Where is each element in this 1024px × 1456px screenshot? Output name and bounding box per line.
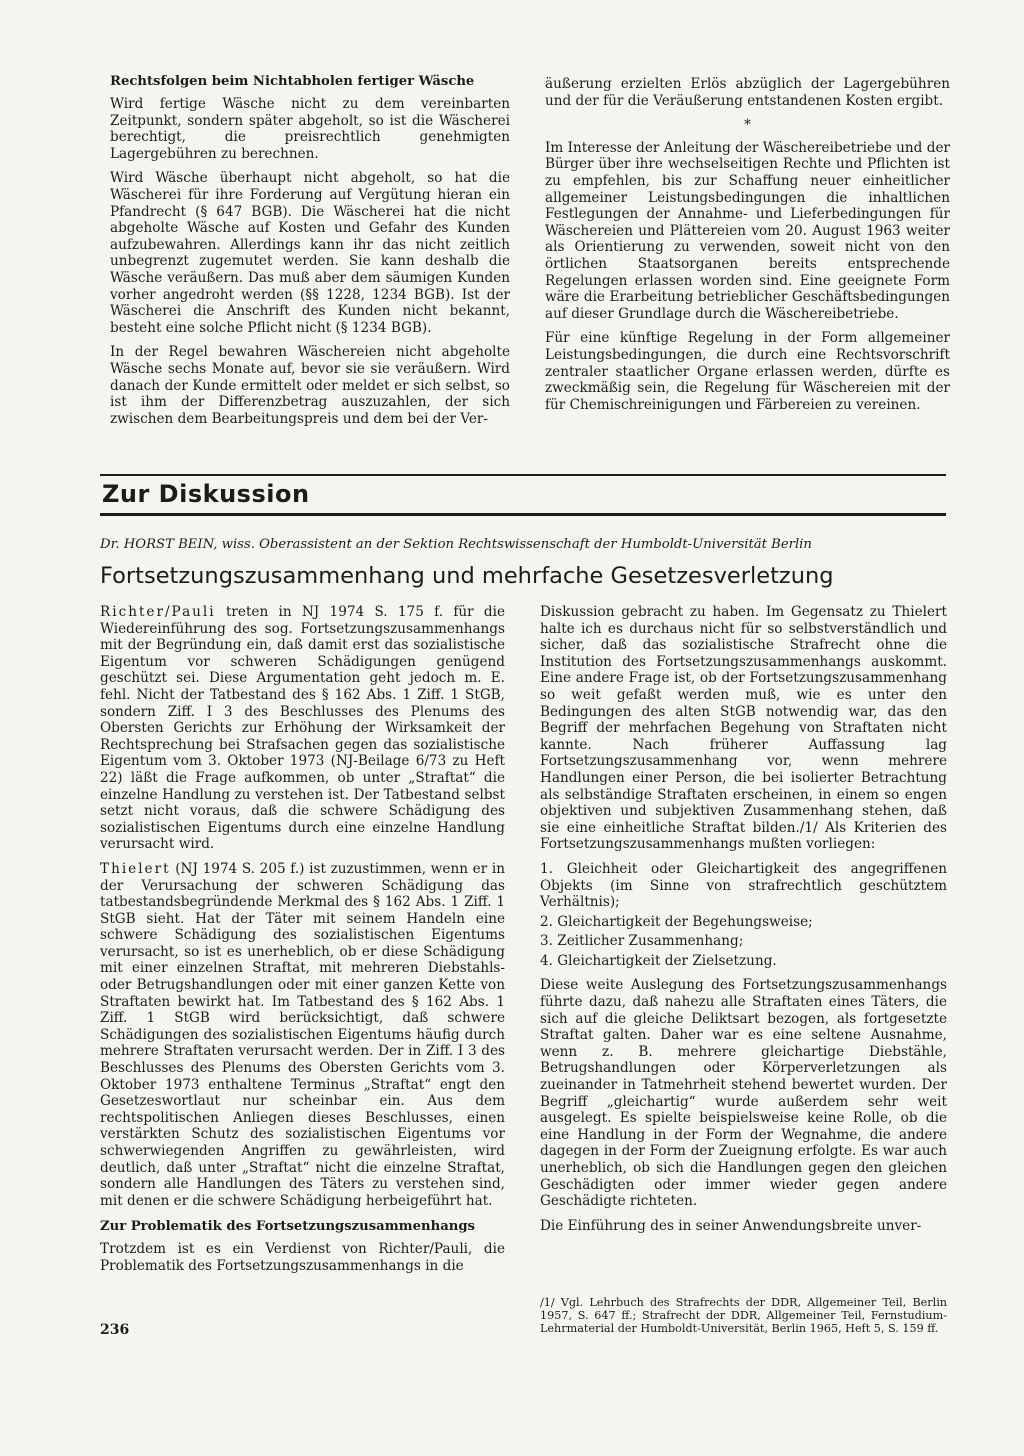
list-item: 2. Gleichartigkeit der Begehungsweise; [540,913,813,930]
list-item: 4. Gleichartigkeit der Zielsetzung. [540,952,777,969]
list-item: 3. Zeitlicher Zusammenhang; [540,933,744,950]
article-title: Fortsetzungszusammenhang und mehrfache Gesetzesverletzung [100,563,834,589]
subsection-heading: Zur Problematik des Fortsetzungszusammenhangs [100,1219,475,1235]
top-left-column [110,74,510,435]
paragraph: Für eine künftige Regelung in der Form allgemeiner Leistungsbedingungen, die durch eine Rechtsvorschrift zentraler staatlicher Organe erlassen werden, dürfte es zweckmäßig sein, die Regelung für Wäschereien mit der für Chemischreinigungen und Färbereien zu vereinen. [545,330,950,413]
paragraph: Diese weite Auslegung des Fortsetzungszusammenhangs führte dazu, daß nahezu alle Straftaten eines Täters, die sich auf die gleiche Deliktsart bezogen, als fortgesetzte Straftat galten. Daher war es eine seltene Ausnahme, wenn z. B. mehrere gleichartige Diebstähle, Betrugshandlungen oder Körperverletzungen als zueinander in Tatmehrheit stehend bewertet wurden. Der Begriff „gleichartig“ wurde außerdem sehr weit ausgelegt. Es spielte beispielsweise keine Rolle, ob die eine Handlung in der Form der Wegnahme, die andere dagegen in der Form der Zueignung erfolgte. Es war auch unerheblich, ob sich die Handlungen gegen den gleichen Geschädigten oder immer wieder gegen andere Geschädigte richteten. [540,977,947,1210]
separator-star: * [744,117,751,134]
paragraph: Die Einführung des in seiner Anwendungsbreite unver- [540,1217,922,1234]
list-item: 1. Gleichheit oder Gleichartigkeit des angegriffenen Objekts (im Sinne von strafrechtlich geschütztem Verhältnis); [540,860,947,911]
paragraph: Thielert (NJ 1974 S. 205 f.) ist zuzustimmen, wenn er in der Verursachung der schweren Schädigung das tatbestandsbegründende Merkmal des § 162 Abs. 1 Ziff. 1 StGB sieht. Hat der Täter mit seinem Handeln eine schwere Schädigung des sozialistischen Eigentums verursacht, so ist es unerheblich, ob er diese Schädigung mit einer einzelnen Straftat, mit mehreren Diebstahls- oder Betrugshandlungen oder mit einer ganzen Kette von Straftaten bewirkt hat. Im Tatbestand des § 162 Abs. 1 Ziff. 1 StGB wird berücksichtigt, daß schwere Schädigungen des sozialistischen Eigentums häufig durch mehrere Straftaten verursacht werden. Der in Ziff. I 3 des Beschlusses des Plenums des Obersten Gerichts vom 3. Oktober 1973 enthaltene Terminus „Straftat“ engt den Gesetzeswortlaut nur scheinbar ein. Aus dem rechtspolitischen Anliegen dieses Beschlusses, einen verstärkten Schutz des sozialistischen Eigentums vor schwerwiegenden Angriffen zu gewährleisten, wird deutlich, daß unter „Straftat“ nicht die einzelne Straftat, sondern alle Handlungen des Täters zu verstehen sind, mit denen er die schwere Schädigung herbeigeführt hat. [100,860,505,1209]
cited-author: Thielert [100,860,171,877]
paragraph: Trotzdem ist es ein Verdienst von Richter/Pauli, die Problematik des Fortsetzungszusammenhangs in die [100,1241,505,1274]
paragraph: Im Interesse der Anleitung der Wäschereibetriebe und der Bürger über ihre wechselseitigen Rechte und Pflichten ist zu empfehlen, bis zur Schaffung neuer einheitlicher allgemeiner Leistungsbedingungen die inhaltlichen Festlegungen der Annahme- und Lieferbedingungen für Wäschereien und Plättereien vom 20. August 1963 weiter als Orientierung zu verwenden, soweit nicht von den örtlichen Staatsorganen bereits entsprechende Regelungen erlassen worden sind. Eine geeignete Form wäre die Erarbeitung betrieblicher Geschäftsbedingungen auf dieser Grundlage durch die Wäschereibetriebe. [545,139,950,322]
criteria-list [540,861,947,970]
top-right-column [545,76,950,421]
paragraph: Richter/Pauli treten in NJ 1974 S. 175 f. für die Wiedereinführung des sog. Fortsetzungszusammenhangs mit der Begründung ein, daß damit erst das sozialistische Eigentum vor schweren Schädigungen genügend geschützt sei. Diese Argumentation geht jedoch m. E. fehl. Nicht der Tatbestand des § 162 Abs. 1 Ziff. 1 StGB, sondern Ziff. I 3 des Beschlusses des Plenums des Obersten Gerichts zur Erhöhung der Wirksamkeit der Rechtsprechung bei Strafsachen gegen das sozialistische Eigentum vom 3. Oktober 1973 (NJ-Beilage 6/73 zu Heft 22) läßt die Frage aufkommen, ob unter „Straftat“ die einzelne Handlung zu verstehen ist. Der Tatbestand selbst setzt nicht voraus, daß die schwere Schädigung des sozialistischen Eigentums durch eine einzelne Handlung verursacht wird. [100,604,505,853]
paragraph: äußerung erzielten Erlös abzüglich der Lagergebühren und der für die Veräußerung entstandenen Kosten ergibt. [545,76,950,109]
section-rule-bottom [100,513,946,516]
footnote: /1/ Vgl. Lehrbuch des Strafrechts der DDR, Allgemeiner Teil, Berlin 1957, S. 647 ff.; Strafrecht der DDR, Allgemeiner Teil, Fernstudium-Lehrmaterial der Humboldt-Universität, Berlin 1965, Heft 5, S. 159 ff. [540,1296,947,1336]
article-left-column [100,604,505,1283]
paragraph: In der Regel bewahren Wäschereien nicht abgeholte Wäsche sechs Monate auf, bevor sie sie veräußern. Wird danach der Kunde ermittelt oder meldet er sich selbst, so ist ihm der Differenzbetrag auszuzahlen, der sich zwischen dem Bearbeitungspreis und dem bei der Ver- [110,344,510,427]
paragraph: Diskussion gebracht zu haben. Im Gegensatz zu Thielert halte ich es durchaus nicht für so selbstverständlich und sicher, daß das sozialistische Strafrecht ohne die Institution des Fortsetzungszusammenhangs auskommt. Eine andere Frage ist, ob der Fortsetzungszusammenhang so weit gefaßt werden muß, wie es unter den Bedingungen des alten StGB notwendig war, das den Begriff der mehrfachen Begehung von Straftaten nicht kannte. Nach früherer Auffassung lag Fortsetzungszusammenhang vor, wenn mehrere Handlungen einer Person, die bei isolierter Betrachtung als selbständige Straftaten erscheinen, in einem so engen objektiven und subjektiven Zusammenhang stehen, daß sie eine einheitliche Straftat bilden./1/ Als Kriterien des Fortsetzungszusammenhangs mußten vorliegen: [540,604,947,853]
article-right-column [540,604,947,1242]
page-number: 236 [100,1322,130,1338]
paragraph: Wird Wäsche überhaupt nicht abgeholt, so hat die Wäscherei für ihre Forderung auf Vergütung hieran ein Pfandrecht (§ 647 BGB). Die Wäscherei hat die nicht abgeholte Wäsche auf Kosten und Gefahr des Kunden aufzubewahren. Allerdings kann ihr das nicht zeitlich unbegrenzt zugemutet werden. Sie kann deshalb die Wäsche veräußern. Das muß aber dem säumigen Kunden vorher angedroht werden (§§ 1228, 1234 BGB). Ist der Wäscherei die Anschrift des Kunden nicht bekannt, besteht eine solche Pflicht nicht (§ 1234 BGB). [110,170,510,336]
cited-authors: Richter/Pauli [100,604,216,620]
author-line: Dr. HORST BEIN, wiss. Oberassistent an der Sektion Rechtswissenschaft der Humboldt-Universität Berlin [100,537,812,552]
paragraph: Wird fertige Wäsche nicht zu dem vereinbarten Zeitpunkt, sondern später abgeholt, so ist die Wäscherei berechtigt, die preisrechtlich genehmigten Lagergebühren zu berechnen. [110,96,510,162]
section-rule-top [100,474,946,476]
section-title: Zur Diskussion [102,480,310,508]
subsection-heading: Rechtsfolgen beim Nichtabholen fertiger Wäsche [110,74,475,89]
